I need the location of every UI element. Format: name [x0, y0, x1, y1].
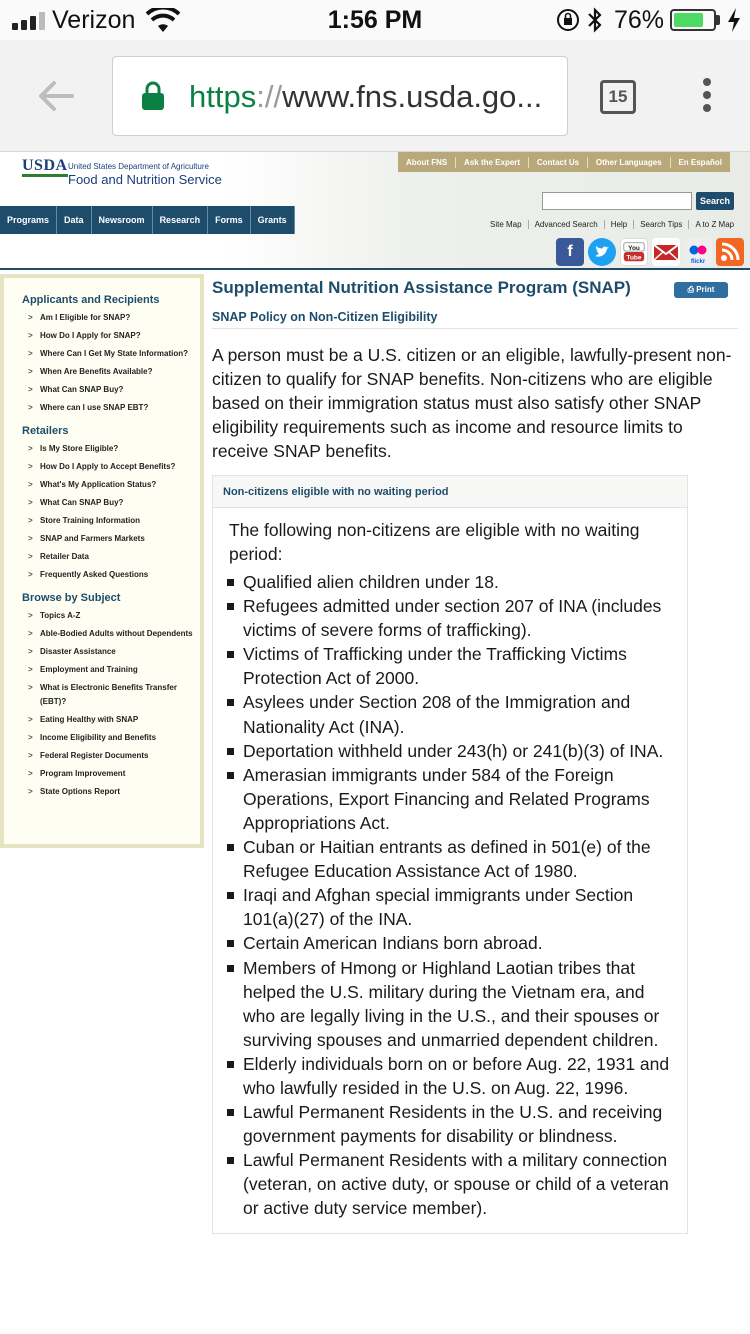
- sidebar-item-label: Is My Store Eligible?: [40, 444, 119, 453]
- chevron-right-icon: >: [28, 733, 33, 742]
- svg-text:Tube: Tube: [626, 254, 642, 262]
- list-item: Elderly individuals born on or before Aug. 22, 1931 and who lawfully resided in the U.S. on Aug. 22, 1996.: [223, 1052, 677, 1100]
- sidebar-item-label: Federal Register Documents: [40, 751, 149, 760]
- chevron-right-icon: >: [28, 462, 33, 471]
- sidebar-heading-browse[interactable]: Browse by Subject: [22, 592, 121, 604]
- chevron-right-icon: >: [28, 769, 33, 778]
- chevron-right-icon: >: [28, 516, 33, 525]
- site-header: [0, 152, 750, 270]
- section-body: [213, 508, 687, 1233]
- rss-icon[interactable]: [716, 238, 744, 266]
- nav-tab-grants[interactable]: Grants: [251, 206, 295, 234]
- main-content: [212, 274, 738, 1234]
- sidebar-item[interactable]: [22, 645, 200, 659]
- sidebar-item-label: Where can I use SNAP EBT?: [40, 403, 149, 412]
- section-heading: Non-citizens eligible with no waiting period: [213, 476, 687, 508]
- sidebar-item-label: What Can SNAP Buy?: [40, 385, 124, 394]
- sidebar-item[interactable]: [22, 460, 200, 474]
- sidebar-item[interactable]: [22, 785, 200, 799]
- sidebar-item[interactable]: [22, 383, 200, 397]
- sidebar-item-label: Employment and Training: [40, 665, 138, 674]
- sidebar-item-label: How Do I Apply to Accept Benefits?: [40, 462, 176, 471]
- bluetooth-icon: [586, 6, 604, 34]
- sidebar-item-label: Eating Healthy with SNAP: [40, 715, 139, 724]
- printer-icon: ⎙: [687, 285, 694, 294]
- util-link-site-map[interactable]: Site Map: [484, 220, 529, 229]
- top-links: [398, 152, 730, 172]
- list-item: Cuban or Haitian entrants as defined in 501(e) of the Refugee Education Assistance Act of 1980.: [223, 835, 677, 883]
- browser-toolbar: [0, 40, 750, 152]
- chevron-right-icon: >: [28, 611, 33, 620]
- sidebar-item-label: Topics A-Z: [40, 611, 81, 620]
- usda-logo[interactable]: [22, 157, 222, 187]
- chevron-right-icon: >: [28, 683, 33, 692]
- util-link-search-tips[interactable]: Search Tips: [634, 220, 689, 229]
- nav-tab-data[interactable]: Data: [57, 206, 92, 234]
- chevron-right-icon: >: [28, 787, 33, 796]
- chevron-right-icon: >: [28, 570, 33, 579]
- battery-tip: [716, 15, 720, 25]
- sidebar-item-label: Store Training Information: [40, 516, 141, 525]
- rotation-lock-icon: [556, 8, 580, 32]
- sidebar-item[interactable]: [22, 663, 200, 677]
- url-host: www.fns.usda.go...: [282, 79, 543, 114]
- list-item: Amerasian immigrants under 584 of the Foreign Operations, Export Financing and Related Programs Appropriations Act.: [223, 763, 677, 835]
- email-icon[interactable]: [652, 238, 680, 266]
- list-item: Certain American Indians born abroad.: [223, 931, 677, 955]
- sidebar-item-label: How Do I Apply for SNAP?: [40, 331, 141, 340]
- intro-paragraph: A person must be a U.S. citizen or an eligible, lawfully-present non-citizen to qualify for SNAP benefits. Non-citizens who are eligible based on their immigration status must also satisfy other SNAP eligibility requirements such as income and resource limits to receive SNAP benefits.: [212, 345, 732, 461]
- chevron-right-icon: >: [28, 480, 33, 489]
- list-item: Asylees under Section 208 of the Immigration and Nationality Act (INA).: [223, 690, 677, 738]
- chevron-right-icon: >: [28, 552, 33, 561]
- nav-tab-research[interactable]: Research: [153, 206, 209, 234]
- sidebar-item[interactable]: [22, 311, 200, 325]
- sidebar-item-label: Able-Bodied Adults without Dependents: [40, 629, 193, 638]
- clock: 1:56 PM: [327, 6, 423, 34]
- main-nav: [0, 206, 295, 234]
- sidebar-item[interactable]: [22, 681, 200, 709]
- print-label: Print: [696, 285, 715, 294]
- chevron-right-icon: >: [28, 715, 33, 724]
- top-link-about[interactable]: About FNS: [405, 157, 448, 167]
- sidebar-item[interactable]: [22, 731, 200, 745]
- nav-tab-newsroom[interactable]: Newsroom: [92, 206, 153, 234]
- sidebar-heading-retailers[interactable]: Retailers: [22, 425, 69, 437]
- sidebar-item[interactable]: [22, 568, 200, 582]
- sidebar-item[interactable]: [22, 347, 200, 361]
- facebook-icon[interactable]: f: [556, 238, 584, 266]
- sidebar-item[interactable]: [22, 713, 200, 727]
- sidebar-item-label: Am I Eligible for SNAP?: [40, 313, 131, 322]
- chevron-right-icon: >: [28, 444, 33, 453]
- sidebar-item-label: State Options Report: [40, 787, 121, 796]
- chevron-right-icon: >: [28, 349, 33, 358]
- site-search-input[interactable]: [542, 192, 692, 210]
- sidebar-item-label: What is Electronic Benefits Transfer (EBT)?: [40, 683, 177, 706]
- arrow-left-icon[interactable]: [36, 76, 76, 116]
- chevron-right-icon: >: [28, 534, 33, 543]
- sidebar-item[interactable]: [22, 767, 200, 781]
- chevron-right-icon: >: [28, 403, 33, 412]
- sidebar-item[interactable]: [22, 749, 200, 763]
- sidebar-heading-applicants[interactable]: Applicants and Recipients: [22, 294, 160, 306]
- sidebar-item[interactable]: [22, 401, 200, 415]
- sidebar-item-label: Frequently Asked Questions: [40, 570, 149, 579]
- list-item: Victims of Trafficking under the Trafficking Victims Protection Act of 2000.: [223, 642, 677, 690]
- sidebar-item-label: SNAP and Farmers Markets: [40, 534, 145, 543]
- chevron-right-icon: >: [28, 665, 33, 674]
- chevron-right-icon: >: [28, 331, 33, 340]
- chevron-right-icon: >: [28, 629, 33, 638]
- battery-icon: [670, 9, 716, 31]
- sidebar-item-label: What Can SNAP Buy?: [40, 498, 124, 507]
- util-link-a-to-z[interactable]: A to Z Map: [695, 220, 735, 229]
- nav-tab-forms[interactable]: Forms: [208, 206, 251, 234]
- sidebar-item-label: Retailer Data: [40, 552, 89, 561]
- utility-links: [484, 220, 740, 229]
- page-subtitle: SNAP Policy on Non-Citizen Eligibility: [212, 310, 738, 329]
- sidebar-item[interactable]: [22, 442, 200, 456]
- list-item: Lawful Permanent Residents with a military connection (veteran, on active duty, or spouse or child of a veteran or active duty service member).: [223, 1148, 677, 1220]
- top-link-languages[interactable]: Other Languages: [595, 157, 662, 167]
- section-lead-text: The following non-citizens are eligible with no waiting period:: [229, 520, 640, 564]
- top-link-contact[interactable]: Contact Us: [536, 157, 580, 167]
- url-text: [189, 79, 542, 115]
- twitter-icon[interactable]: [588, 238, 616, 266]
- chevron-right-icon: >: [28, 498, 33, 507]
- sidebar-item[interactable]: [22, 329, 200, 343]
- social-links: [556, 238, 744, 266]
- top-link-espanol[interactable]: En Español: [678, 157, 723, 167]
- sidebar-item-label: When Are Benefits Available?: [40, 367, 153, 376]
- sidebar-item-label: Program Improvement: [40, 769, 126, 778]
- charging-bolt-icon: [726, 6, 742, 34]
- top-link-ask-expert[interactable]: Ask the Expert: [464, 157, 521, 167]
- util-link-help[interactable]: Help: [605, 220, 634, 229]
- chevron-right-icon: >: [28, 751, 33, 760]
- sidebar-item-label: Income Eligibility and Benefits: [40, 733, 157, 742]
- sidebar-item[interactable]: [22, 365, 200, 379]
- eligibility-list: [223, 570, 677, 1221]
- eligibility-section: [212, 475, 688, 1234]
- lock-icon: [141, 81, 165, 111]
- list-item: Refugees admitted under section 207 of INA (includes victims of severe forms of trafficking).: [223, 594, 677, 642]
- page-title: Supplemental Nutrition Assistance Program (SNAP): [212, 278, 631, 297]
- svg-text:You: You: [628, 245, 640, 253]
- status-bar: [0, 0, 750, 40]
- chevron-right-icon: >: [28, 647, 33, 656]
- left-sidebar: [0, 274, 204, 848]
- sidebar-item-label: Disaster Assistance: [40, 647, 116, 656]
- list-item: Qualified alien children under 18.: [223, 570, 677, 594]
- sidebar-item-label: Where Can I Get My State Information?: [40, 349, 189, 358]
- sidebar-item[interactable]: [22, 609, 200, 623]
- nav-tab-programs[interactable]: Programs: [0, 206, 57, 234]
- tab-switcher-button[interactable]: 15: [600, 80, 636, 114]
- url-separator: ://: [256, 79, 283, 114]
- list-item: Iraqi and Afghan special immigrants under Section 101(a)(27) of the INA.: [223, 883, 677, 931]
- site-search-button[interactable]: Search: [696, 192, 734, 210]
- header-divider: [0, 268, 750, 270]
- more-vert-icon[interactable]: [700, 78, 714, 116]
- battery-percent: 76%: [614, 6, 665, 34]
- chevron-right-icon: >: [28, 385, 33, 394]
- svg-text:flickr: flickr: [690, 259, 706, 265]
- sidebar-item[interactable]: [22, 496, 200, 510]
- carrier-name: Verizon: [52, 6, 136, 34]
- sidebar-item[interactable]: [22, 627, 200, 641]
- flickr-icon[interactable]: [684, 238, 712, 266]
- logo-department: United States Department of Agriculture: [68, 162, 209, 171]
- sidebar-item[interactable]: [22, 478, 200, 492]
- url-scheme: https: [189, 79, 257, 114]
- sidebar-item-label: What's My Application Status?: [40, 480, 157, 489]
- list-item: Deportation withheld under 243(h) or 241(b)(3) of INA.: [223, 739, 677, 763]
- print-button[interactable]: [674, 282, 728, 298]
- usda-logo-mark: USDA: [22, 158, 68, 177]
- sidebar-item[interactable]: [22, 532, 200, 546]
- util-link-advanced-search[interactable]: Advanced Search: [529, 220, 605, 229]
- youtube-icon[interactable]: [620, 238, 648, 266]
- chevron-right-icon: >: [28, 367, 33, 376]
- sidebar-item[interactable]: [22, 514, 200, 528]
- address-bar[interactable]: [112, 56, 568, 136]
- chevron-right-icon: >: [28, 313, 33, 322]
- list-item: Members of Hmong or Highland Laotian tribes that helped the U.S. military during the Vietnam era, and who are legally living in the U.S., and their spouses or surviving spouses and unmarried dependent children.: [223, 956, 677, 1052]
- sidebar-item[interactable]: [22, 550, 200, 564]
- list-item: Lawful Permanent Residents in the U.S. and receiving government payments for disability or blindness.: [223, 1100, 677, 1148]
- logo-service: Food and Nutrition Service: [68, 172, 222, 187]
